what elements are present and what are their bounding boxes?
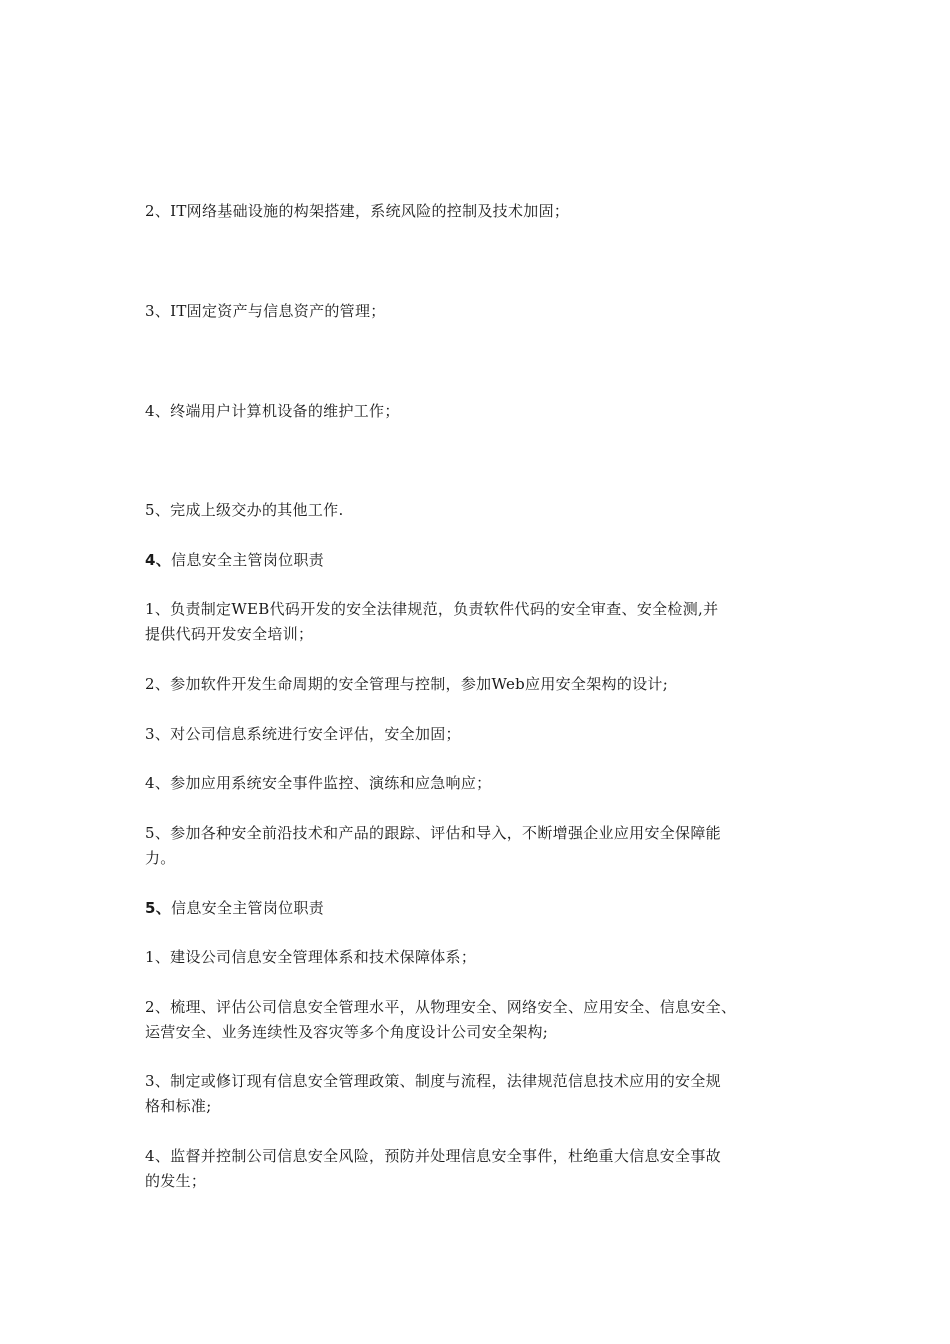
section-4-item-2: 2、参加软件开发生命周期的安全管理与控制，参加Web应用安全架构的设计; [145, 675, 669, 693]
section-4-heading [145, 553, 324, 568]
section-5-number: 5、 [145, 899, 172, 917]
section-5-item-4-line-1: 4、监督并控制公司信息安全风险，预防并处理信息安全事件，杜绝重大信息安全事故 [145, 1147, 721, 1165]
section-5-title: 信息安全主管岗位职责 [171, 899, 325, 917]
upper-list-item-3: 3、IT固定资产与信息资产的管理； [145, 302, 386, 320]
section-4-item-1-line-2: 提供代码开发安全培训； [145, 625, 314, 643]
upper-list-item-4: 4、终端用户计算机设备的维护工作； [145, 402, 400, 420]
section-5-item-3-line-1: 3、制定或修订现有信息安全管理政策、制度与流程，法律规范信息技术应用的安全规 [145, 1072, 721, 1090]
section-4-item-1-line-1: 1、负责制定WEB代码开发的安全法律规范，负责软件代码的安全审查、安全检测,并 [145, 600, 719, 618]
section-4-item-3: 3、对公司信息系统进行安全评估，安全加固； [145, 725, 461, 743]
section-4-item-5-line-2: 力。 [145, 849, 176, 867]
section-4-item-4: 4、参加应用系统安全事件监控、演练和应急响应； [145, 774, 492, 792]
section-5-item-2-line-1: 2、梳理、评估公司信息安全管理水平，从物理安全、网络安全、应用安全、信息安全、 [145, 998, 737, 1016]
section-4-item-5-line-1: 5、参加各种安全前沿技术和产品的跟踪、评估和导入，不断增强企业应用安全保障能 [145, 824, 721, 842]
upper-list-item-2: 2、IT网络基础设施的构架搭建，系统风险的控制及技术加固； [145, 202, 570, 220]
upper-list-item-5: 5、完成上级交办的其他工作. [145, 501, 344, 519]
section-4-title: 信息安全主管岗位职责 [171, 551, 325, 569]
section-5-item-4-line-2: 的发生； [145, 1172, 207, 1190]
section-4-number: 4、 [145, 551, 172, 569]
section-5-item-2-line-2: 运营安全、业务连续性及容灾等多个角度设计公司安全架构; [145, 1023, 549, 1041]
section-5-item-3-line-2: 格和标准; [145, 1097, 212, 1115]
section-5-heading [145, 901, 324, 916]
section-5-item-1: 1、建设公司信息安全管理体系和技术保障体系； [145, 948, 477, 966]
